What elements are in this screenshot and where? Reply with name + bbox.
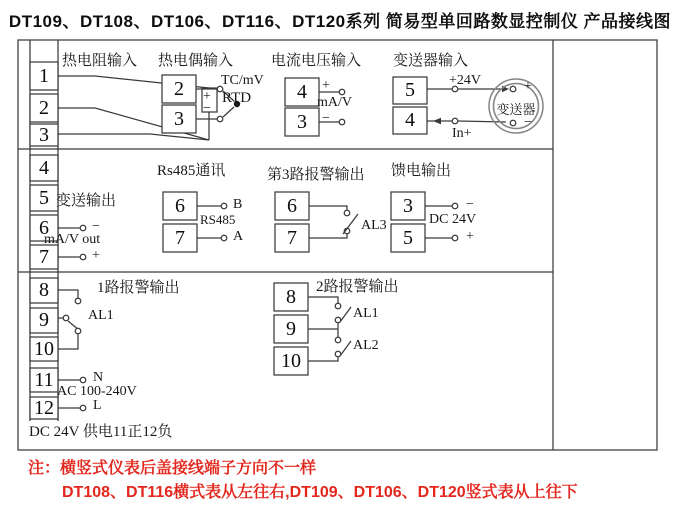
- terminal-feed-3: 3: [403, 194, 413, 217]
- rs485-line-a: A: [233, 229, 244, 244]
- terminal-4: 4: [39, 156, 49, 179]
- tc-minus-sign: −: [203, 101, 211, 116]
- terminal-al3-6: 6: [287, 194, 297, 217]
- terminal-6: 6: [39, 216, 49, 239]
- terminal-al3-7: 7: [287, 226, 297, 249]
- transmitter-device-label: 变送器: [496, 102, 536, 117]
- terminal-12: 12: [34, 396, 54, 419]
- terminal-tc-3: 3: [174, 107, 184, 130]
- terminal-9: 9: [39, 309, 49, 331]
- terminal-mav-4: 4: [297, 80, 307, 103]
- terminal-5: 5: [39, 186, 49, 209]
- terminal-rs-6: 6: [175, 194, 185, 217]
- rtd-input-label: 热电阻输入: [62, 53, 138, 69]
- alarm1-switch-label: AL1: [88, 308, 114, 323]
- terminal-8: 8: [39, 279, 49, 301]
- tx-plus-sign: +: [524, 79, 532, 94]
- terminal-al2-9: 9: [286, 317, 296, 340]
- rtd-device-label: RTD: [222, 90, 252, 106]
- note-line1: 注：横竖式仪表后盖接线端子方向不一样: [28, 460, 317, 477]
- transmitter-input-label: 变送器输入: [393, 53, 469, 69]
- tx-in-plus-label: In+: [452, 126, 472, 141]
- terminal-3: 3: [39, 123, 49, 146]
- dc-supply-note: DC 24V 供电11正12负: [29, 424, 173, 440]
- alarm3-label: 第3路报警输出: [267, 167, 365, 183]
- rs485-device-label: RS485: [200, 212, 236, 227]
- tc-input-label: 热电偶输入: [158, 53, 234, 69]
- out-device-label: mA/V out: [44, 232, 101, 247]
- feed-device-label: DC 24V: [429, 212, 477, 227]
- switch-blade: [340, 307, 351, 322]
- page-title: DT109、DT108、DT106、DT116、DT120系列 简易型单回路数显控制仪 产品接线图: [8, 12, 672, 31]
- terminal-tc-2: 2: [174, 77, 184, 100]
- terminal-rs-7: 7: [175, 226, 185, 249]
- alarm2-label: 2路报警输出: [316, 279, 399, 295]
- transmit-output-label: 变送输出: [56, 193, 117, 209]
- tx-minus-sign: −: [524, 115, 532, 130]
- tc-plus-sign: +: [203, 89, 211, 104]
- terminal-1: 1: [39, 64, 49, 87]
- tc-device-label: TC/mV: [221, 73, 264, 88]
- terminal-al2-8: 8: [286, 285, 296, 308]
- power-l-label: L: [93, 398, 102, 413]
- arrow-left-icon: [433, 118, 441, 125]
- rs485-line-b: B: [233, 197, 243, 212]
- note-line2: DT108、DT116横式表从左往右,DT109、DT106、DT120竖式表从上往下: [62, 484, 578, 501]
- terminal-feed-5: 5: [403, 226, 413, 249]
- alarm2-switch2-label: AL2: [353, 338, 379, 353]
- switch-blade: [340, 341, 351, 356]
- power-n-label: N: [93, 370, 104, 385]
- terminal-2: 2: [39, 96, 49, 119]
- power-rating-label: AC 100-240V: [57, 384, 137, 399]
- feed-minus-sign: −: [466, 197, 474, 212]
- feed-output-label: 馈电输出: [391, 163, 452, 179]
- rs485-label: Rs485通讯: [157, 163, 226, 179]
- terminal-10: 10: [34, 337, 54, 360]
- alarm1-wiring: [58, 290, 81, 349]
- terminal-al2-10: 10: [281, 349, 301, 372]
- terminal-tx-4: 4: [405, 109, 415, 131]
- alarm3-switch-label: AL3: [361, 218, 387, 233]
- mav-plus-sign: +: [322, 78, 330, 93]
- feed-plus-sign: +: [466, 229, 474, 244]
- mav-device-label: mA/V: [317, 95, 352, 110]
- switch-blade: [343, 214, 358, 234]
- mav-minus-sign: −: [322, 111, 330, 126]
- terminal-tx-5: 5: [405, 79, 415, 101]
- terminal-7: 7: [39, 245, 49, 268]
- terminal-11: 11: [34, 368, 54, 391]
- tx-24v-label: +24V: [449, 73, 482, 88]
- out-plus-sign: +: [92, 248, 100, 263]
- out-minus-sign: −: [92, 219, 100, 234]
- alarm2-switch1-label: AL1: [353, 306, 379, 321]
- alarm1-label: 1路报警输出: [97, 280, 180, 296]
- ma-v-input-label: 电流电压输入: [271, 53, 362, 69]
- terminal-mav-3: 3: [297, 110, 307, 133]
